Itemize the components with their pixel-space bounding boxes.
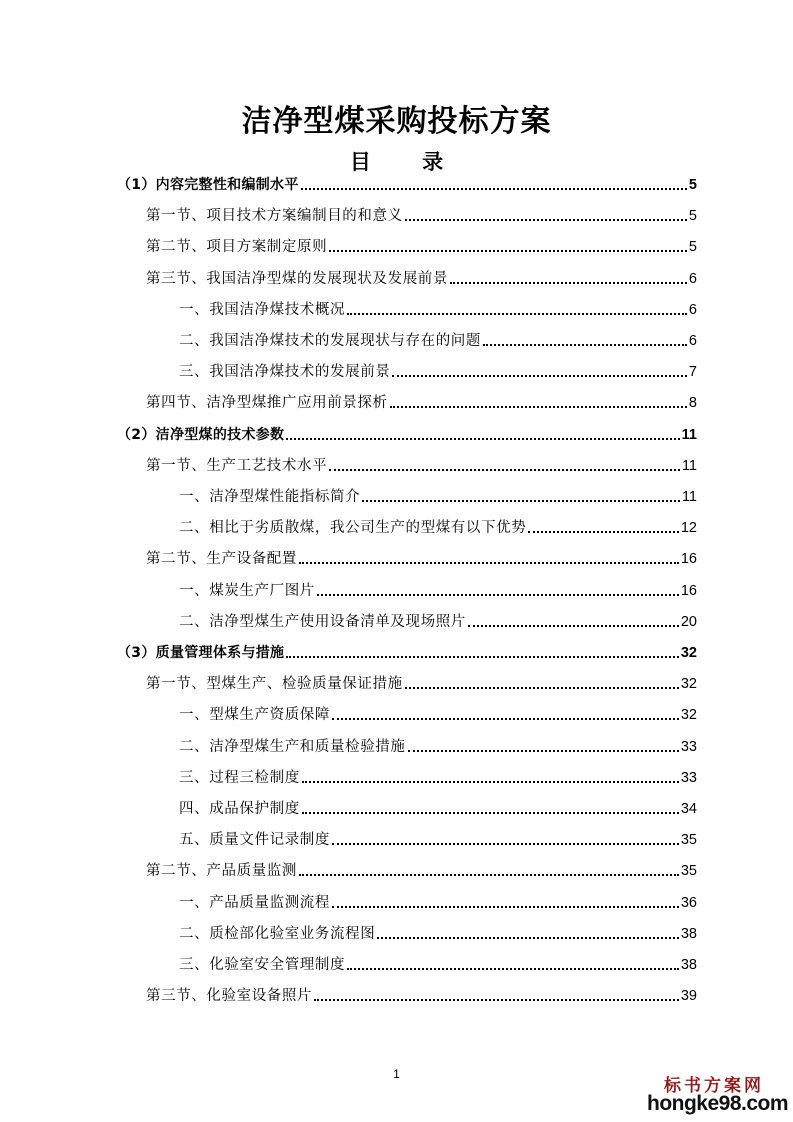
toc-entry-page: 6 (688, 270, 697, 287)
toc-leader-dots (405, 219, 687, 221)
toc-entry-page: 35 (680, 832, 697, 849)
toc-entry-label: （1）内容完整性和编制水平 (117, 177, 299, 193)
toc-entry-label: 五、质量文件记录制度 (179, 832, 330, 849)
toc-entry-label: （3）质量管理体系与措施 (117, 645, 285, 661)
toc-entry[interactable] (146, 548, 697, 568)
toc-entry-label: 二、洁净型煤生产和质量检验措施 (179, 738, 406, 755)
toc-entry-label: 第一节、型煤生产、检验质量保证措施 (146, 676, 403, 693)
toc-entry-label: 一、产品质量监测流程 (179, 894, 330, 911)
toc-entry-label: 三、化验室安全管理制度 (179, 957, 346, 973)
toc-leader-dots (347, 968, 679, 970)
toc-entry-label: 二、质检部化验室业务流程图 (179, 925, 376, 942)
toc-entry-page: 32 (680, 707, 697, 724)
toc-entry-page: 6 (688, 301, 697, 318)
toc-leader-dots (332, 906, 679, 908)
toc-leader-dots (329, 250, 687, 252)
toc-entry[interactable] (179, 517, 697, 537)
toc-leader-dots (301, 188, 687, 190)
toc-entry-page: 11 (681, 489, 697, 505)
toc-leader-dots (299, 874, 679, 876)
toc-entry-label: 第二节、产品质量监测 (146, 863, 297, 880)
toc-entry-page: 8 (688, 395, 697, 412)
toc-leader-dots (302, 812, 679, 814)
toc-entry[interactable] (179, 486, 697, 506)
toc-entry-page: 35 (680, 863, 697, 880)
toc-entry-page: 32 (680, 645, 697, 661)
page-number: 1 (393, 1067, 400, 1081)
toc-leader-dots (450, 282, 687, 284)
toc-leader-dots (299, 562, 679, 564)
toc-entry-label: 第二节、生产设备配置 (146, 551, 297, 568)
toc-entry-label: 四、成品保护制度 (179, 801, 300, 817)
toc-entry[interactable] (146, 860, 697, 880)
toc-entry-label: 第一节、项目技术方案编制目的和意义 (146, 208, 403, 225)
toc-entry-label: （2）洁净型煤的技术参数 (117, 426, 285, 443)
toc-entry-label: 一、型煤生产资质保障 (179, 707, 330, 724)
toc-entry[interactable] (117, 174, 697, 194)
toc-entry[interactable] (146, 268, 697, 288)
toc-entry[interactable] (179, 736, 697, 756)
toc-entry[interactable] (179, 330, 697, 350)
toc-leader-dots (314, 999, 679, 1001)
toc-entry-label: 第一节、生产工艺技术水平 (146, 457, 328, 474)
toc-entry-label: 二、我国洁净煤技术的发展现状与存在的问题 (179, 333, 481, 349)
toc-entry-page: 33 (680, 738, 697, 755)
toc-entry[interactable] (179, 892, 697, 912)
toc-entry-label: 三、我国洁净煤技术的发展前景 (179, 364, 391, 381)
toc-entry-page: 38 (680, 957, 697, 973)
toc-leader-dots (302, 781, 679, 783)
toc-entry-label: 二、相比于劣质散煤，我公司生产的型煤有以下优势 (179, 520, 527, 537)
toc-entry[interactable] (146, 392, 697, 412)
toc-entry[interactable] (146, 205, 697, 225)
toc-leader-dots (468, 625, 679, 627)
toc-leader-dots (286, 656, 679, 658)
toc-entry-page: 33 (680, 769, 697, 786)
toc-entry-page: 12 (680, 520, 697, 537)
toc-entry[interactable] (179, 923, 697, 943)
toc-leader-dots (286, 438, 679, 440)
toc-entry-label: 第三节、化验室设备照片 (146, 988, 313, 1005)
toc-leader-dots (405, 687, 679, 689)
watermark-site-name: 标书方案网 (664, 1076, 764, 1096)
toc-entry-label: 一、煤炭生产厂图片 (179, 582, 315, 599)
toc-entry[interactable] (179, 611, 697, 631)
toc-leader-dots (483, 344, 687, 346)
toc-entry-page: 5 (688, 177, 697, 193)
toc-entry[interactable] (117, 642, 697, 662)
toc-entry-page: 32 (680, 676, 697, 693)
toc-entry-page: 39 (680, 988, 697, 1005)
toc-entry-label: 三、过程三检制度 (179, 769, 300, 786)
toc-entry-page: 6 (688, 333, 697, 349)
toc-entry[interactable] (117, 424, 697, 444)
toc-entry-label: 第三节、我国洁净型煤的发展现状及发展前景 (146, 270, 448, 287)
toc-entry-page: 5 (688, 239, 697, 256)
toc-leader-dots (332, 718, 679, 720)
toc-entry-label: 第二节、项目方案制定原则 (146, 239, 328, 256)
toc-entry-page: 34 (680, 801, 697, 817)
toc-entry-label: 一、洁净型煤性能指标简介 (179, 489, 361, 505)
toc-leader-dots (329, 469, 680, 471)
toc-leader-dots (377, 937, 679, 939)
toc-leader-dots (317, 594, 679, 596)
toc-entry-label: 第四节、洁净型煤推广应用前景探析 (146, 395, 388, 412)
toc-entry[interactable] (179, 767, 697, 787)
toc-entry-page: 11 (681, 426, 697, 443)
toc-entry-page: 5 (688, 208, 697, 225)
toc-entry[interactable] (179, 798, 697, 818)
toc-entry[interactable] (179, 299, 697, 319)
document-title: 洁净型煤采购投标方案 (241, 104, 552, 139)
toc-leader-dots (408, 750, 679, 752)
toc-leader-dots (390, 406, 687, 408)
watermark-url: hongke98.com (647, 1092, 789, 1115)
toc-entry-page: 16 (680, 582, 697, 599)
toc-leader-dots (347, 313, 687, 315)
toc-entry[interactable] (179, 954, 697, 974)
toc-entry[interactable] (179, 580, 697, 600)
toc-entry-label: 二、洁净型煤生产使用设备清单及现场照片 (179, 613, 466, 630)
toc-leader-dots (392, 375, 687, 377)
toc-entry-page: 7 (688, 364, 697, 381)
toc-leader-dots (528, 531, 679, 533)
toc-heading: 目 录 (349, 150, 466, 174)
toc-entry-label: 一、我国洁净煤技术概况 (179, 301, 346, 318)
toc-entry[interactable] (146, 236, 697, 256)
toc-entry[interactable] (179, 361, 697, 381)
toc-leader-dots (362, 500, 680, 502)
toc-entry[interactable] (146, 455, 697, 475)
toc-entry-page: 38 (680, 925, 697, 942)
toc-entry-page: 36 (680, 894, 697, 911)
toc-leader-dots (332, 843, 679, 845)
toc-entry[interactable] (179, 829, 697, 849)
toc-entry-page: 20 (680, 613, 697, 630)
toc-entry[interactable] (179, 704, 697, 724)
toc-entry[interactable] (146, 985, 697, 1005)
toc-entry-page: 16 (680, 551, 697, 568)
toc-entry-page: 11 (681, 457, 697, 474)
toc-entry[interactable] (146, 673, 697, 693)
